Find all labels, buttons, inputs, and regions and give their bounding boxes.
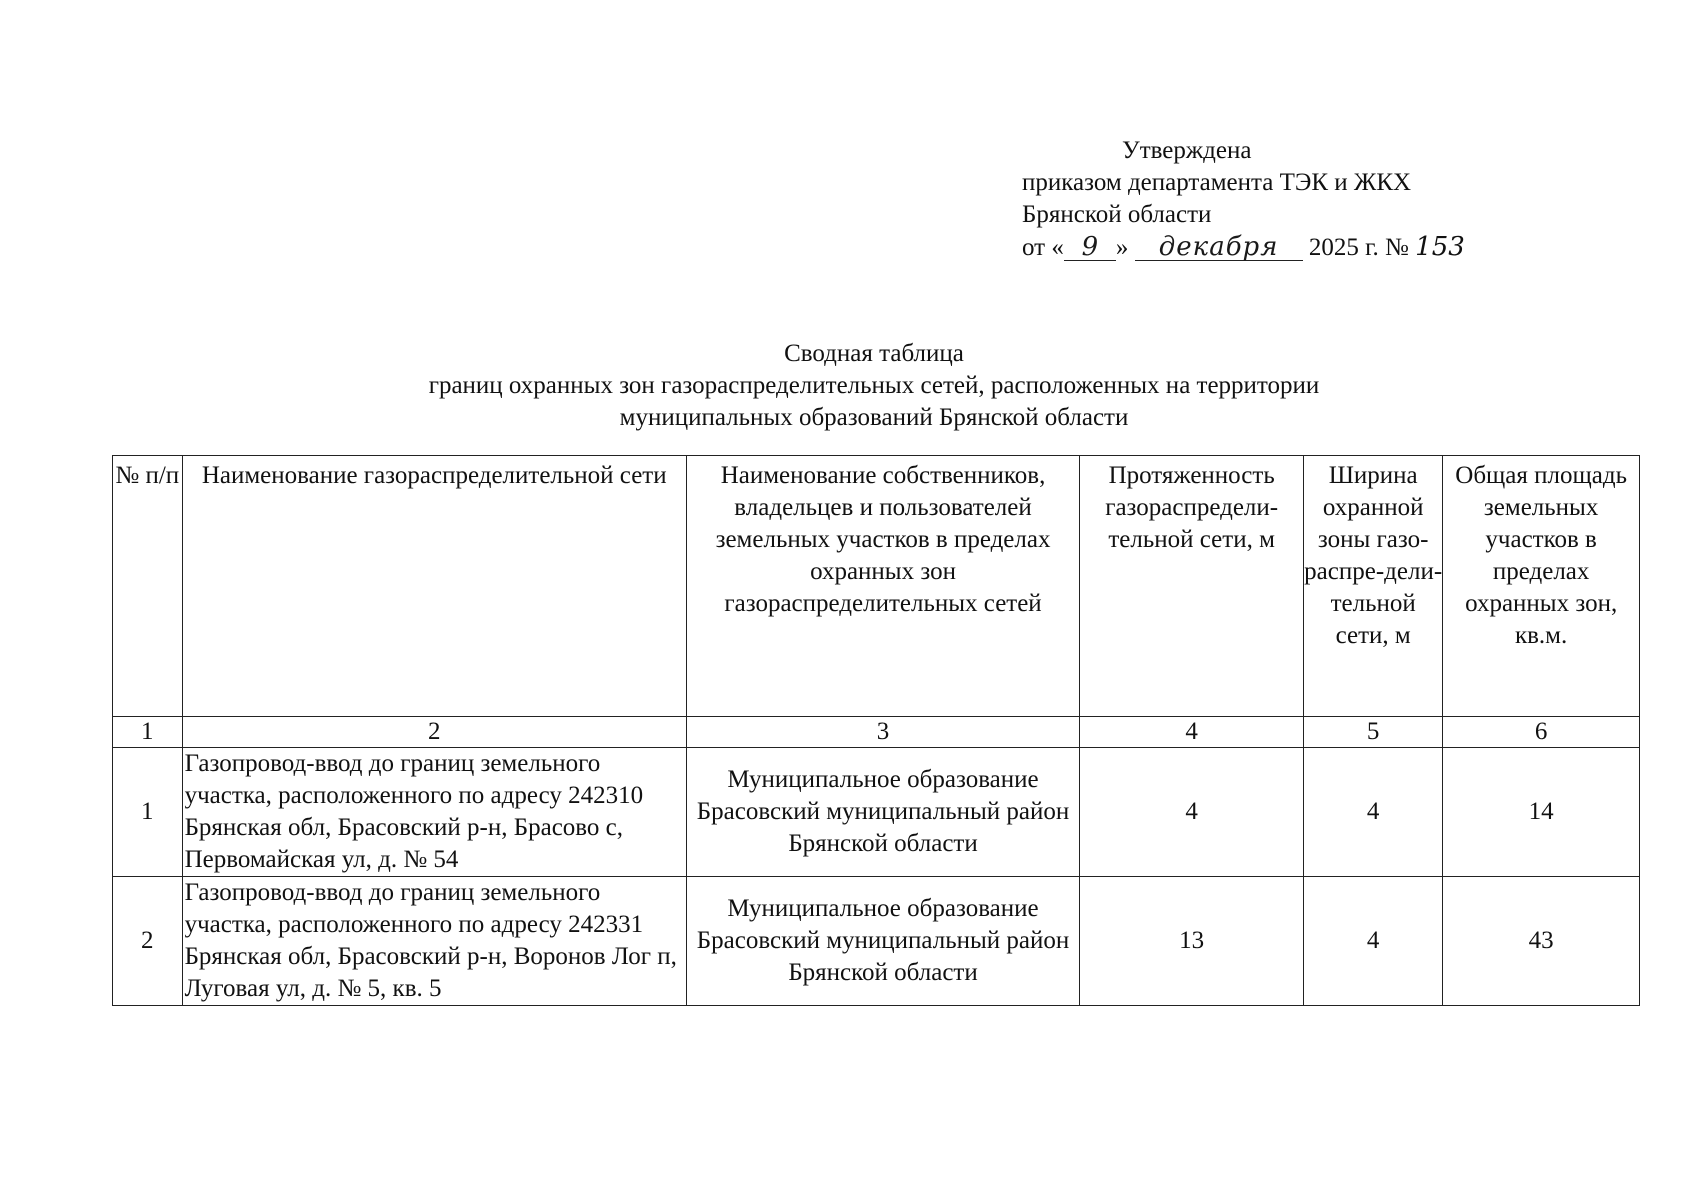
document-title-line-1: Сводная таблица: [784, 340, 964, 367]
column-number: 6: [1443, 717, 1640, 748]
row-total-area: 43: [1443, 877, 1640, 1006]
header-owners: Наименование собственников, владельцев и пользователей земельных участков в пределах охранных зон газораспределительных сетей: [686, 456, 1079, 717]
column-number: 1: [113, 717, 183, 748]
row-number: 1: [113, 748, 183, 877]
column-number: 3: [686, 717, 1079, 748]
approval-order-line: приказом департамента ТЭК и ЖКХ: [1022, 169, 1412, 196]
number-sign: №: [1385, 234, 1409, 261]
header-zone-width: Ширина охранной зоны газо-распре-дели-тельной сети, м: [1304, 456, 1443, 717]
row-number: 2: [113, 877, 183, 1006]
document-title-line-2: границ охранных зон газораспределительных сетей, расположенных на территории: [428, 372, 1320, 399]
row-total-area: 14: [1443, 748, 1640, 877]
date-prefix: от «: [1022, 234, 1064, 261]
date-mid: »: [1115, 234, 1129, 261]
handwritten-day: 9: [1064, 234, 1116, 261]
approval-date-line: [1022, 231, 1465, 264]
row-length: 13: [1080, 877, 1304, 1006]
header-network-name: Наименование газораспределительной сети: [182, 456, 686, 717]
date-year: 2025 г.: [1308, 234, 1379, 261]
handwritten-month: декабря: [1135, 234, 1303, 261]
column-number-row: [113, 717, 1640, 748]
row-network-name: Газопровод-ввод до границ земельного участка, расположенного по адресу 242331 Брянская обл, Брасовский р-н, Воронов Лог п, Луговая ул, д. № 5, кв. 5: [182, 877, 686, 1006]
table-header-row: [113, 456, 1640, 717]
approval-block: [1022, 135, 1465, 264]
table-row: [113, 748, 1640, 877]
row-zone-width: 4: [1304, 748, 1443, 877]
approval-title: Утверждена: [1122, 137, 1252, 164]
document-title-line-3: муниципальных образований Брянской области: [619, 404, 1129, 431]
column-number: 4: [1080, 717, 1304, 748]
row-length: 4: [1080, 748, 1304, 877]
column-number: 5: [1304, 717, 1443, 748]
summary-table: [112, 455, 1640, 1006]
row-owner: Муниципальное образование Брасовский муниципальный район Брянской области: [686, 748, 1079, 877]
row-zone-width: 4: [1304, 877, 1443, 1006]
column-number: 2: [182, 717, 686, 748]
header-number: № п/п: [113, 456, 183, 717]
header-total-area: Общая площадь земельных участков в пределах охранных зон, кв.м.: [1443, 456, 1640, 717]
row-owner: Муниципальное образование Брасовский муниципальный район Брянской области: [686, 877, 1079, 1006]
table-row: [113, 877, 1640, 1006]
document-title: [0, 338, 1686, 434]
row-network-name: Газопровод-ввод до границ земельного участка, расположенного по адресу 242310 Брянская обл, Брасовский р-н, Брасово с, Первомайская ул, д. № 54: [182, 748, 686, 877]
approval-region-line: Брянской области: [1022, 201, 1212, 228]
handwritten-order-number: 153: [1415, 232, 1465, 262]
header-length: Протяженность газораспредели-тельной сети, м: [1080, 456, 1304, 717]
